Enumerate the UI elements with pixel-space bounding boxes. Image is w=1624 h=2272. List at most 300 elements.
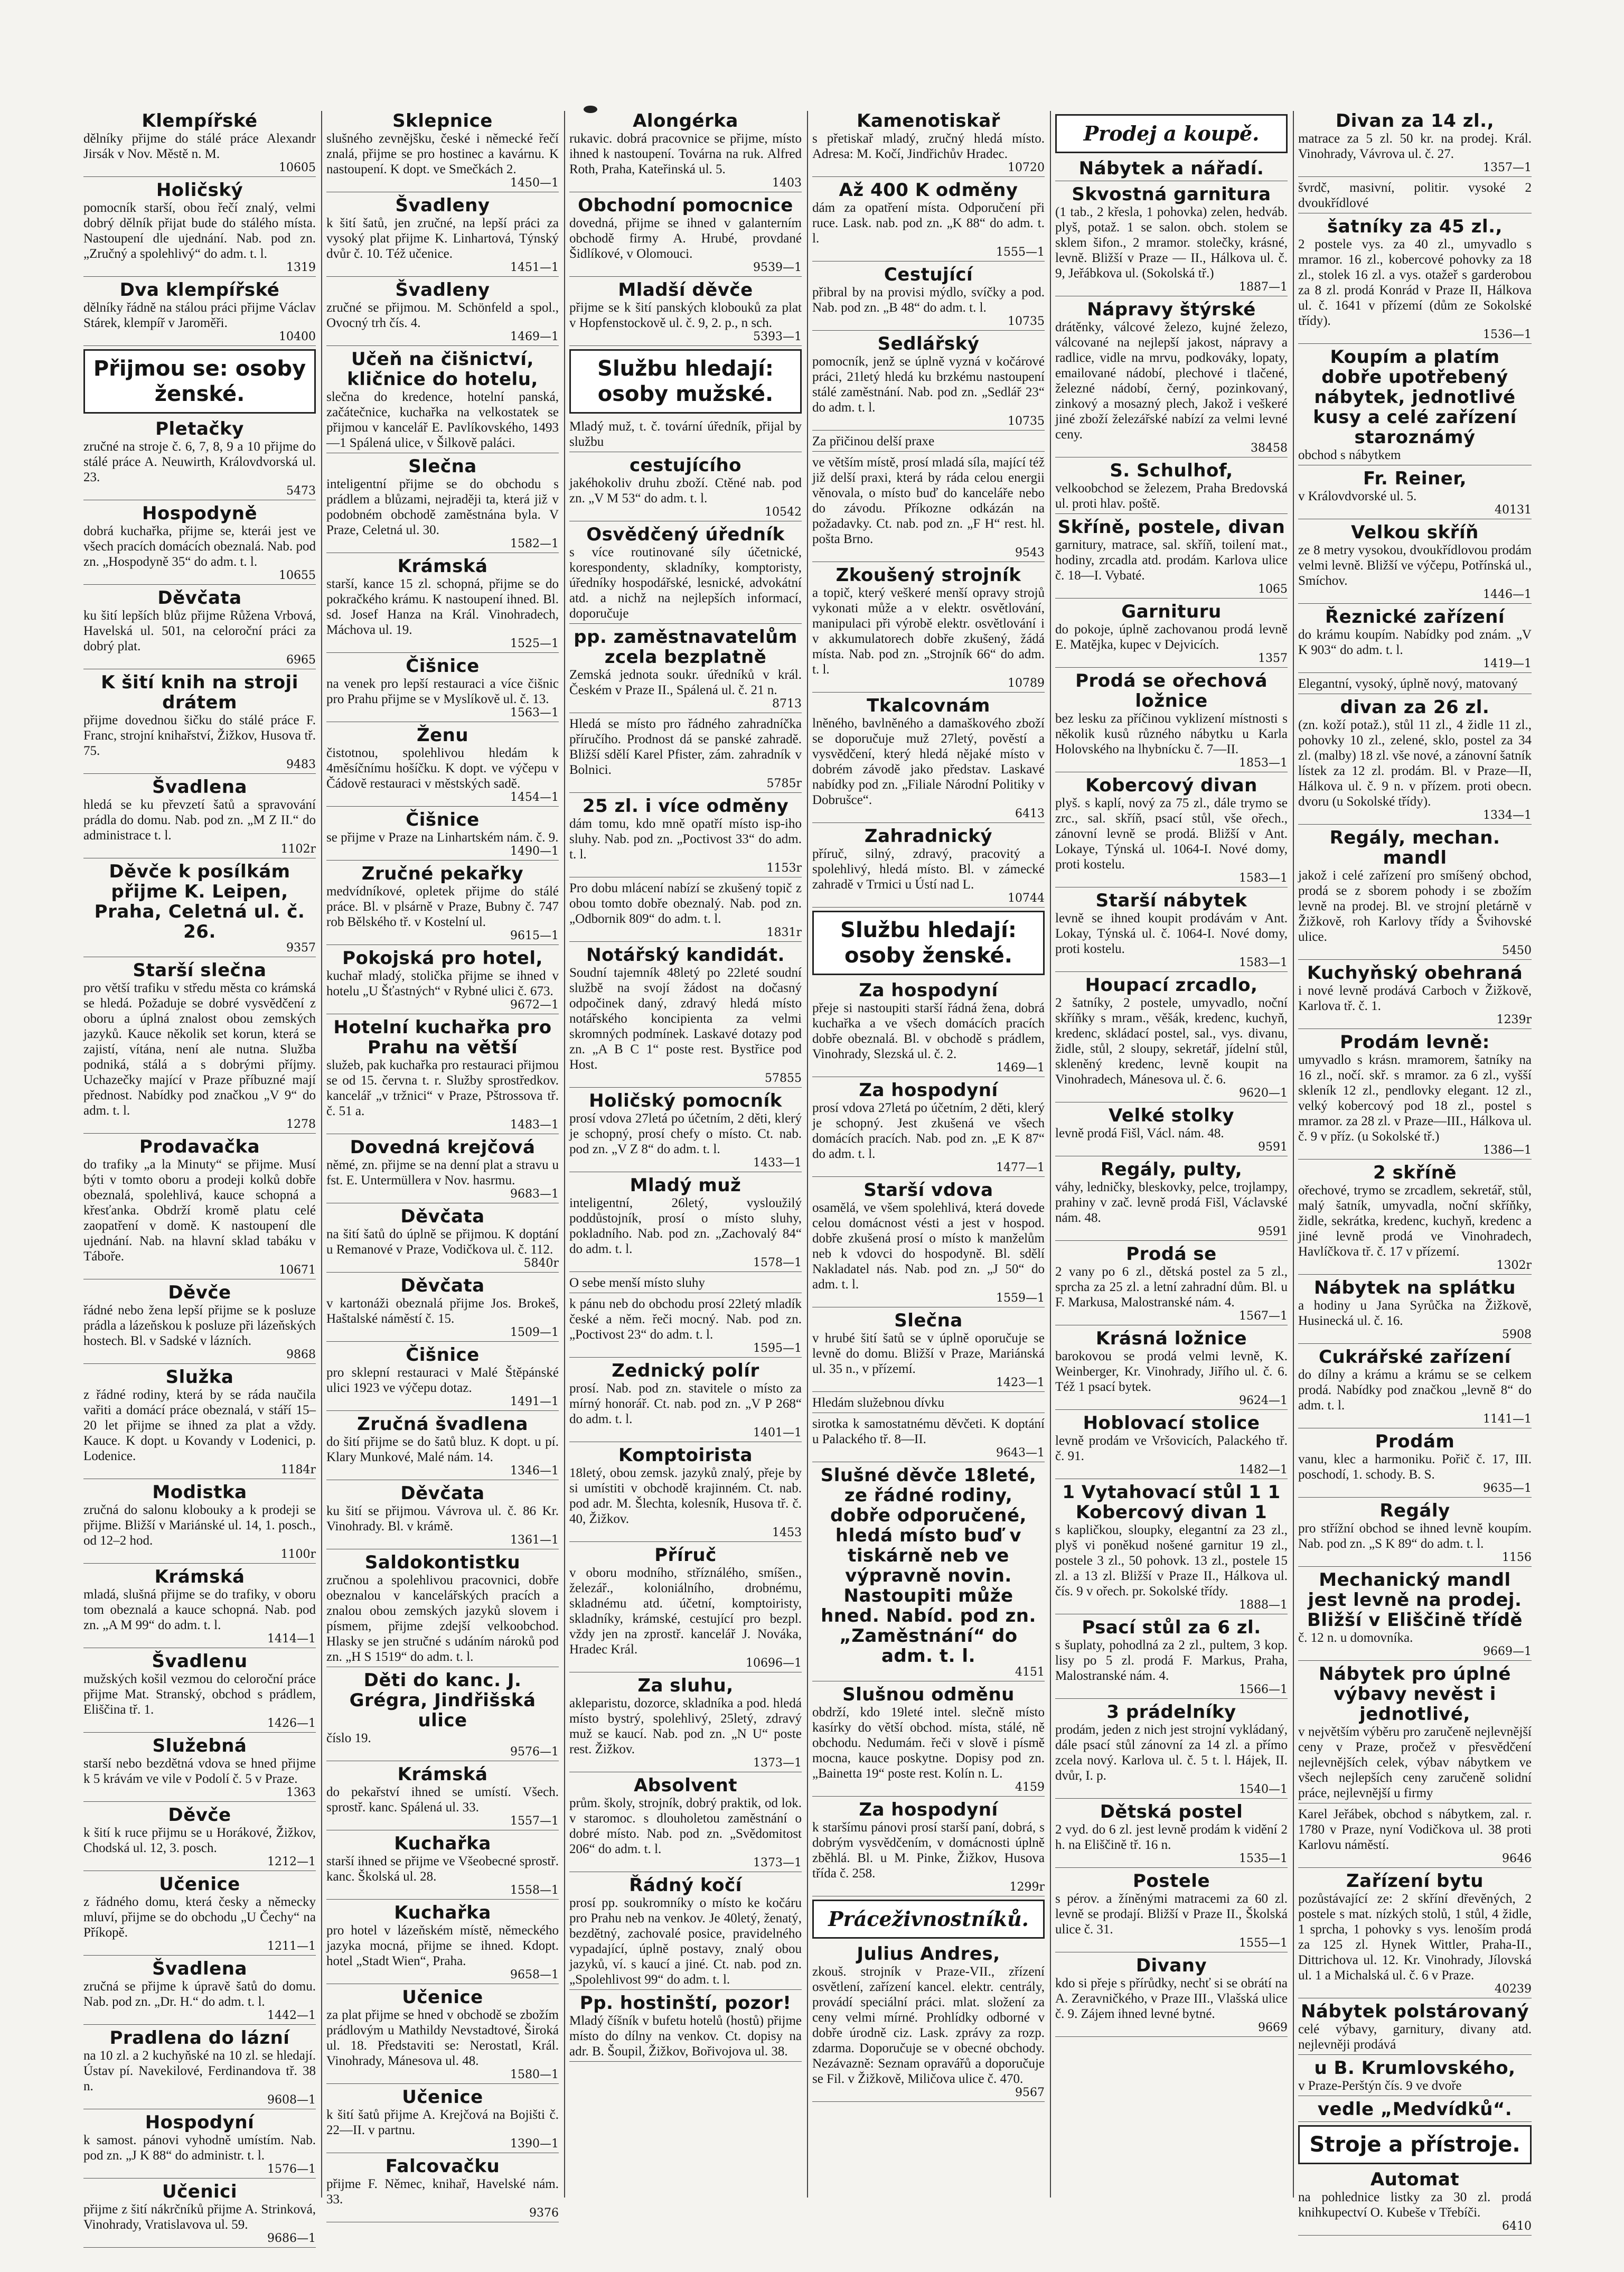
classified-ad [1298,697,1532,825]
ad-title: Starší nábytek [1095,890,1247,911]
ad-text: čistotnou, spolehlivou hledám k 4měsíčnímu hošíčku. K dopt. ve výčepu v Čádově restauraci v městských sadě. [326,746,559,791]
ad-title: 1 Vytahovací stůl 1 1 Kobercový divan 1 [1062,1482,1281,1523]
ad-code: 1831r [766,926,802,939]
ad-title: Mladý muž [630,1175,741,1196]
classified-ad [326,1903,559,1984]
ad-text: k šití šatů přijme A. Krejčová na Bojišti č. 22—II. v partnu. [326,2108,559,2137]
ad-title: Hoblovací stolice [1083,1413,1260,1434]
ad-text: s přetiskař mladý, zručný hledá místo. Adresa: M. Kočí, Jindřichův Hradec. [812,132,1045,161]
classified-ad [326,456,559,553]
ad-title: Slušné děvče 18leté, ze řádné rodiny, dobře odporučené, hledá místo buď v tiskárně neb ve výpravně novin. Nastoupiti může hned. Nabíd. pod zn. „Zaměstnání“ do adm. t. l. [820,1465,1037,1667]
ad-code: 10789 [1008,677,1045,690]
ad-code: 1558—1 [510,1884,559,1897]
ad-title: Hospodyně [142,503,257,524]
ad-text: prosí vdova 27letá po účetním, 2 děti, klerý je schopný. Jest zkušená ve všech domácích pracích. Nab. pod zn. „E K 87“ do adm. t. l. [812,1101,1045,1161]
ad-code: 9669 [1258,2021,1288,2034]
ad-text: Hledá se místo pro řádného zahradníčka příručího. Prodnost dá se panské zahradě. Bližší sdělí Karel Pfister, zám. zahradník v Bolnici. [569,717,802,777]
classified-ad [569,419,802,452]
classified-ad [326,349,559,453]
ad-code: 6965 [286,653,316,667]
ad-code: 9615—1 [510,929,559,942]
ad-code: 1576—1 [267,2163,316,2176]
ad-code: 1426—1 [267,1717,316,1730]
classified-ad [83,419,316,500]
classified-ad [1055,1956,1288,2037]
classified-ad [83,111,316,177]
ad-code: 40239 [1495,1983,1532,1996]
ad-code: 38458 [1251,442,1288,455]
ad-title: Mechanický mandl jest levně na prodej. Bližší v Eliščině třídě [1307,1569,1523,1631]
classified-ad [326,2087,559,2153]
ad-text: pro větší trafiku v středu města co krámská se hledá. Požaduje se dobré vysvědčení z oboru a úplná znalost obou zemských jazyků. Kauce několik set korun, která se zajistí, vítána, není ale nutna. Služba podniká, stálá a s dobrými příjmy. Uchazečky mající v Praze příbuzné mají přednost. Nabídky pod značkou „V 9“ do adm. t. l. [83,981,316,1118]
ad-code: 9591 [1258,1140,1288,1154]
ad-code: 9591 [1258,1225,1288,1238]
ad-title: Komptoirista [618,1445,753,1466]
ad-title: Regály, pulty, [1100,1159,1243,1180]
classified-ad [812,1180,1045,1307]
ad-title: Obchodní pomocnice [578,195,793,216]
ad-title: Sedlářský [877,333,980,354]
ad-text: zručné na stroje č. 6, 7, 8, 9 a 10 přijme do stálé práce A. Neuwirth, Královdvorská ul. 23. [83,440,316,484]
ad-text: jakož i celé zařízení pro smíšený obchod, prodá se z sborem pohody i se zbožím levně na prodej. Bl. ve strojní pletárně v Žižkově, roh Karlovy třídy a Švihovské ulice. [1298,868,1532,944]
classified-ad [83,180,316,277]
classified-ad [326,1414,559,1480]
classified-ad [326,111,559,192]
classified-ad [326,1276,559,1342]
classified-ad [1055,1802,1288,1868]
ad-text: starší, kance 15 zl. schopná, přijme se do pokračkého krámu. K nastoupení ihned. Bl. sd. Josef Hanza na Král. Vinohradech, Máchova ul. 19. [326,577,559,637]
ad-text: dělníky přijme do stálé práce Alexandr Jirsák v Nov. Městě n. M. [83,132,316,161]
ad-text: starší ihned se přijme ve Všeobecné sprostř. kanc. Školská ul. 28. [326,1854,559,1884]
classified-ad [1055,775,1288,887]
ad-code: 1483—1 [510,1118,559,1132]
ad-title: Pokojská pro hotel, [342,948,543,969]
classified-ad [326,1670,559,1761]
classified-ad [326,1764,559,1830]
ad-title: Čišnice [406,656,480,677]
ad-title: Pp. hostinští, pozor! [579,1993,792,2014]
classified-ad [1298,607,1532,673]
ad-title: Starší vdova [863,1180,993,1201]
ad-code: 10655 [279,569,316,582]
classified-ad [326,725,559,807]
ad-code: 9672—1 [510,998,559,1012]
ad-code: 1540—1 [1239,1783,1288,1796]
ad-code: 10400 [279,330,316,343]
ad-code: 1390—1 [510,2137,559,2151]
ad-code: 1490—1 [510,845,559,858]
ad-text: zručná se přijme k úpravě šatů do domu. Nab. pod zn. „Dr. H.“ do adm. t. l. [83,1979,316,2009]
ad-title: Dovedná krejčová [350,1137,536,1158]
ad-text: obdrží, kdo 19leté intel. slečně místo kasírky do větší obchod. místa, stálé, ně obchodu. Nedumám. řeči v slově i písmě mocna, kauce poskytne. Dopisy pod zn. „Bainetta 19“ poste rest. Kolín n. L. [812,1705,1045,1781]
ad-title: Příruč [654,1545,717,1566]
ad-code: 9539—1 [753,261,802,274]
ad-text: pro sklepní restauraci v Malé Štěpánské ulici 1923 ve výčepu dotaz. [326,1366,559,1395]
ad-title: Děvčata [400,1483,485,1504]
ad-title: Nábytek a nářadí. [1078,158,1264,179]
ad-text: levně prodá Fišl, Václ. nám. 48. [1055,1126,1224,1140]
ad-title: Dva klempířské [119,279,280,301]
classified-ad [83,862,316,957]
ad-title: Zručné pekařky [361,863,524,884]
ad-code: 1555—1 [996,246,1045,259]
classified-ad [569,1775,802,1872]
classified-ad [83,1567,316,1648]
classified-ad [326,1834,559,1900]
ad-title: Děvčata [400,1206,485,1227]
ad-title: Švadleny [395,279,490,301]
ad-text: drátěnky, válcové železo, kujné železo, válcované na nejlepší jakost, nápravy a radlice, vidle na mrvu, podkováky, lopaty, emailované nádobí, plechové i tlačené, železné nádobí, černý, pozinkovaný, zinkový a mosazný plech, Jakož i veškeré jiné zboží železářské nabízí za velmi levné ceny. [1055,320,1288,442]
ad-text: č. 12 n. u domovníka. [1298,1631,1413,1645]
ad-text: švrdč, masivní, politir. vysoké 2 dvoukřídlové [1298,181,1532,210]
ad-text: zručnou a spolehlivou pracovnici, dobře obeznalou v kancelářských pracích a znalou obou zemských jazyků slovem i písmem, přijme zdejší velkoobchod. Hlasky se jen stručné s udáním nároků pod zn. „H S 1519“ do adm. t. l. [326,1573,559,1664]
ad-code: 10744 [1008,892,1045,905]
section-header-box: Službu hledají: osoby mužské. [569,349,802,414]
ad-text: akleparistu, dozorce, skladníka a pod. hledá místo bystrý, spolehlivý, 25letý, zdravý muž se kaucí. Nab. pod zn. „N U“ poste rest. Žižkov. [569,1696,802,1756]
ad-title: Zručná švadlena [357,1414,528,1435]
ad-code: 9483 [286,758,316,771]
ad-text: prům. školy, strojník, dobrý praktik, od lok. v staromoc. s dlouholetou zaměstnání o dobré místo. Nab. pod zn. „Svědomitost 206“ do adm. t. l. [569,1796,802,1856]
ad-title: divan za 26 zl. [1340,697,1490,718]
ad-title: Děvče k posílkám přijme K. Leipen, Praha, Celetná ul. č. 26. [94,861,305,942]
ad-text: do pekařství ihned se umístí. Všech. sprostř. kanc. Spálená ul. 33. [326,1785,559,1815]
ad-code: 1401—1 [753,1426,802,1439]
classified-ad [1298,1807,1532,1868]
ad-code: 1153r [766,862,802,875]
classified-column-5 [1051,111,1294,2198]
classified-ad [1055,891,1288,972]
ad-title: Hotelní kuchařka pro Prahu na větší [333,1017,552,1058]
ad-code: 1563—1 [510,706,559,719]
ad-text: se přijme v Praze na Linhartském nám. č. 9. [326,830,559,845]
classified-ad [569,881,802,942]
classified-ad [569,1875,802,1990]
ad-title: S. Schulhof, [1110,460,1233,481]
ad-text: Karel Jeřábek, obchod s nábytkem, zal. r. 1780 v Praze, nyní Vodičkova ul. 38 proti Karlovu náměstí. [1298,1807,1532,1852]
ad-title: Holičský pomocník [589,1090,782,1111]
ad-title: Děvčata [400,1275,485,1296]
ad-code: 9567 [1015,2086,1045,2099]
ad-text: Zemská jednota soukr. úředníků v král. Českém v Praze II., Spálená ul. č. 21 n. [569,668,802,697]
ad-code: 9635—1 [1483,1482,1532,1495]
ad-title: Kuchařka [394,1902,491,1923]
ad-text: pozůstávající ze: 2 skříní dřevěných, 2 postele s mat. nízkých stolů, 1 stůl, 4 židle, 1 sprcha, 1 pohovky s vys. lenoším prodá za 125 zl. Hynek Wittler, Praha-II., Dittrichova ul. 12. Kr. Vinohrady, Jílovská ul. 1 a Michalská ul. č. 6 v Praze. [1298,1892,1532,1983]
ad-text: Za přičinou delší praxe [812,434,935,448]
ad-title: 3 prádelníky [1106,1701,1236,1723]
ad-title: Osvědčený úředník [586,524,785,545]
ad-code: 1361—1 [510,1534,559,1547]
classified-ad [1298,1347,1532,1428]
ad-title: Automat [1370,2169,1460,2190]
ad-title: Až 400 K odměny [839,180,1018,201]
ad-text: 2 vyd. do 6 zl. jest levně prodám k vidění 2 h. na Eliščině tř. 16 n. [1055,1822,1288,1852]
ad-code: 1482—1 [1239,1463,1288,1476]
ad-code: 1583—1 [1239,956,1288,969]
classified-ad [812,1685,1045,1797]
ad-text: do krámu koupím. Nabídky pod znám. „V K 903“ do adm. t. l. [1298,628,1532,657]
classified-ad [1055,1106,1288,1156]
ad-code: 1559—1 [996,1292,1045,1305]
classified-ad [812,265,1045,331]
classified-ad [326,1987,559,2084]
ad-text: mladá, slušná přijme se do trafiky, v oboru tom obeznalá a kauce schopná. Nab. pod zn. „A M 99“ do adm. t. l. [83,1587,316,1632]
classified-ad [569,1296,802,1358]
ad-code: 1319 [286,261,316,274]
ad-title: Modistka [152,1482,247,1503]
ad-title: u B. Krumlovského, [1314,2058,1516,2079]
ad-title: Za hospodyní [859,1080,998,1101]
ad-title: Notářský kandidát. [586,945,785,966]
ad-text: slečna do kredence, hotelní panská, začátečnice, kuchařka na velkostatek se přijmou v kancelář E. Pavlíkovského, 1493—1 Spálená ulice, v Šilkově paláci. [326,390,559,450]
ad-text: přibral by na provisi mýdlo, svíčky a pod. Nab. pod zn. „B 48“ do adm. t. l. [812,285,1045,315]
ad-code: 1557—1 [510,1815,559,1828]
ad-code: 1887—1 [1239,281,1288,294]
ad-title: Slečna [408,456,477,477]
ad-title: Mladší děvče [618,279,753,301]
ad-text: inteligentní, 26letý, vysloužilý poddůstojník, prosí o místo sluhy, pokladního. Nab. pod zn. „Zachovalý 84“ do adm. t. l. [569,1196,802,1256]
ad-text: k šití šatů, jen zručné, na lepší práci za vysoký plat přijme K. Linhartová, Týnský dvůr č. 10. Též učenice. [326,216,559,261]
ad-code: 9669—1 [1483,1645,1532,1658]
ad-title: Kobercový divan [1085,775,1257,796]
ad-text: zkouš. strojník v Praze-VII., zřízení osvětlení, zařízení kancel. elektr. centrály, provádí speciální práci. mlat. složení za ceny velmi mírné. Prohlídky odborné v dobře úrodně ciz. Lask. zprávy za rozp. zdarma. Doporučuje se v obecné obchody. Nezávazně: Seznam opravářů a doporučuje se Fil. v Žižkově, Miličova ulice č. 470. [812,1965,1045,2086]
ad-text: číslo 19. [326,1731,371,1745]
ad-code: 9576—1 [510,1745,559,1759]
ad-title: Dětská postel [1100,1801,1243,1822]
classified-ad [326,1553,559,1667]
ad-text: pomocník, jenž se úplně vyzná v kočárové práci, 21letý hledá ku brzkému nastoupení stálé zaměstnání. Nab. pod zn. „Sedlář 23“ do adm. t. l. [812,354,1045,415]
ad-text: řádné nebo žena lepší přijme se k posluze prádla a lázeňskou k posluze při lázeňských hostech. Bl. v Sadské v lázních. [83,1303,316,1348]
classified-column-1 [79,110,322,2245]
ad-title: Prodavačka [139,1136,260,1157]
ad-text: z řádného domu, která česky a německy mluví, přijme se do obchodu „U Čechy“ na Příkopě. [83,1895,316,1940]
ad-title: Nápravy štýrské [1087,299,1256,320]
classified-ad [569,716,802,793]
ad-title: Krámská [397,556,488,577]
classified-ad [812,334,1045,431]
ad-text: levně prodám ve Vršovicích, Palackého tř. č. 91. [1055,1434,1288,1463]
newspaper-page [79,110,1537,2245]
ad-text: 2 postele vys. za 40 zl., umyvadlo s mramor. 16 zl., kobercové pohovky za 18 zl., stolek 16 zl. a vys. otažeř s garderobou za 8 zl. prodá Konrád v Praze II, Hálkova ul. č. 1641 v přízemí (dům ze Sokolské třídy). [1298,237,1532,328]
ad-code: 1453 [772,1526,802,1539]
ad-code: 1853—1 [1239,756,1288,770]
ad-title: Učenici [162,2181,237,2202]
ad-title: Cestující [884,264,973,285]
ad-title: Učenice [402,2087,483,2108]
ad-code: 6410 [1502,2220,1532,2233]
ad-code: 1509—1 [510,1326,559,1339]
ad-code: 40131 [1495,503,1532,517]
ad-code: 9624—1 [1239,1394,1288,1407]
ad-title: Nábytek pro úplné výbavy nevěst i jednotlivé, [1319,1663,1511,1725]
ad-text: služeb, pak kuchařka pro restauraci přijmou se od 15. června t. r. Služby sprostředkov. kancelář „v tržnici“ v Praze, Pštrossova tř. č. 51 a. [326,1058,559,1118]
ad-text: jakéhokoliv druhu zboží. Ctěné nab. pod zn. „V M 53“ do adm. t. l. [569,476,802,506]
ad-text: němé, zn. přijme se na denní plat a stravu u fst. E. Untermüllera v Nov. hasrmu. [326,1158,559,1188]
ad-title: Švadleny [395,195,490,216]
ad-title: Prodá se [1126,1243,1217,1265]
ad-text: zručné se přijmou. M. Schönfeld a spol., Ovocný trh čís. 4. [326,301,559,330]
ad-text: Mladý muž, t. č. tovární úředník, přijal by službu [569,419,802,449]
ad-text: umyvadlo s krásn. mramorem, šatníky na 16 zl., nočí. skř. s mramor. za 6 zl., vyšší skleník 12 zl., pendlovky elegant. 12 zl., velký kobercový pod 18 zl., postel s mramor. za 28 zl. v Praze—III., Hálkova ul. č. 9 v příz. (u Sokolské tř.) [1298,1053,1532,1144]
ad-code: 4159 [1015,1781,1045,1794]
classified-ad [83,1959,316,2025]
ad-text: kdo si přeje s přírůdky, nechť si se obrátí na A. Zeravničkého, v Praze III., Vlašská ulice č. 9. Zájem ihned levné bytné. [1055,1976,1288,2021]
ad-title: Čišnice [406,1344,480,1366]
ad-text: přijme F. Němec, knihař, Havelské nám. 33. [326,2177,559,2206]
classified-ad [569,1445,802,1542]
ad-text: v Královdvorské ul. 5. [1298,489,1417,503]
ad-title: Služka [165,1367,234,1388]
ad-code: 9686—1 [267,2232,316,2245]
ad-text: s více routinované síly účetnické, korespondenty, skladníky, komptoristy, úředníky hospodářské, lesnické, advokátní atd. a nichž na nejlepších informací, doporučuje [569,545,802,621]
ad-code: 1555—1 [1239,1937,1288,1950]
ad-title: Alongérka [633,110,738,132]
ad-code: 1386—1 [1483,1144,1532,1157]
classified-ad [1298,2058,1532,2096]
ad-code: 5785r [766,777,802,790]
ad-text: i nové levně prodává Carboch v Žižkově, Karlova tř. č. 1. [1298,984,1532,1013]
ad-code: 1212—1 [267,1855,316,1868]
ad-code: 1156 [1502,1551,1532,1564]
classified-ad [83,960,316,1134]
ad-title: Regály, mechan. mandl [1329,827,1500,868]
ad-text: ořechové, trymo se zrcadlem, sekretář, stůl, malý šatník, umyvadla, noční skříňky, židle, sekrátka, kredenc, kuchyň, kredenc a jiné levně prodá ve Vinohradech, Havlíčkova tř. č. 17 v přízemí. [1298,1183,1532,1259]
ad-text: inteligentní přijme se do obchodu s prádlem a blůzami, nejraději ta, která již v podobném obchodě zaměstnána byla. V Praze, Celetná ul. 30. [326,477,559,537]
ad-code: 1102r [280,843,316,856]
classified-ad [1298,1871,1532,1998]
classified-ad [569,111,802,192]
ad-text: garnitury, matrace, sal. skříň, toilení mat., hodiny, zrcadla atd. prodám. Karlova ulice č. 18—I. Vybaté. [1055,538,1288,583]
classified-ad [812,1465,1045,1681]
classified-ad [569,1175,802,1272]
ad-text: sirotka k samostatnému děvčeti. K doptání u Palackého tř. 8—II. [812,1417,1045,1446]
ad-title: cestujícího [629,455,742,476]
ad-code: 9543 [1015,546,1045,559]
classified-ad [326,948,559,1014]
ad-text: v kartonáži obeznalá přijme Jos. Brokeš, Haštalské náměstí č. 15. [326,1296,559,1326]
ad-text: k šití k ruce přijmu se u Horákové, Žižkov, Chodská ul. 12, 3. posch. [83,1826,316,1855]
ad-title: šatníky za 45 zl., [1327,216,1503,237]
ad-text: levně se ihned koupit prodávám v Ant. Lokay, Týnská ul. č. 1064-I. Nové domy, proti kostelu. [1055,911,1288,956]
ad-code: 9643—1 [996,1446,1045,1460]
ad-title: Velkou skříň [1351,522,1479,543]
ad-code: 1302r [1496,1259,1532,1272]
classified-ad [83,1137,316,1279]
classified-ad [83,503,316,585]
ad-code: 1299r [1009,1881,1045,1894]
ad-code: 1363 [286,1786,316,1799]
ad-code: 1536—1 [1483,328,1532,341]
ad-text: v oboru modního, stříználého, smíšen., železář., koloniálního, drobnému, skladnému atd. účetní, komptoiristy, skladníky, krámské, cestující pro bezpl. vždy jen na zprostř. kancelář J. Nováka, Hradec Král. [569,1566,802,1657]
classified-ad [326,2156,559,2222]
ad-code: 10720 [1008,161,1045,174]
section-header-box: Přijmou se: osoby ženské. [83,349,316,414]
ad-title: Starší slečna [133,960,267,981]
classified-ad [326,280,559,346]
ad-title: Pletačky [155,418,244,440]
classified-ad [326,810,559,861]
classified-ad [1055,1702,1288,1799]
ad-text: do trafiky „a la Minuty“ se přijme. Musí býti v tomto oboru a prodeji kolků dobře obeznalá, spolehlivá, kauce schopná a křesťanka. Obdrží kromě platu celé zaopatření v domě. K nastoupení dle ujednání. Nab. na hlavní sklad tabáku v Táboře. [83,1157,316,1264]
classified-ad [83,1482,316,1564]
classified-ad [83,1736,316,1802]
ad-text: pro hotel v lázeňském místě, německého jazyka mocná, přijme se ihned. Kdopt. hotel „Stadt Wien“, Praha. [326,1923,559,1968]
classified-ad [569,280,802,346]
ad-title: Tkalcovnám [867,695,990,716]
ad-text: hledá se ku převzetí šatů a spravování prádla do domu. Nab. pod zn. „M Z II.“ do administrace t. l. [83,798,316,843]
ad-title: Kuchařka [394,1833,491,1854]
classified-ad [812,455,1045,562]
ad-code: 9357 [286,941,316,955]
ad-title: K šití knih na stroji drátem [101,672,298,713]
ad-code: 9608—1 [267,2093,316,2107]
ad-title: Zednický polír [612,1360,759,1381]
ad-title: Za sluhu, [637,1675,734,1696]
ad-text: dělníky řádně na stálou práci přijme Václav Stárek, klempíř v Jaroměři. [83,301,316,330]
classified-column-2 [322,110,565,2220]
ad-code: 4151 [1015,1666,1045,1679]
classified-ad [1298,180,1532,213]
ad-code: 1373—1 [753,1756,802,1770]
ad-code: 1346—1 [510,1464,559,1478]
classified-ad [1055,517,1288,599]
ad-code: 1423—1 [996,1376,1045,1389]
classified-ad [1298,2170,1532,2236]
ad-title: Regály [1379,1500,1450,1521]
column-container [79,110,1537,2245]
ad-code: 1595—1 [753,1342,802,1355]
ad-title: Slušnou odměnu [842,1684,1015,1705]
ad-title: Děvče [168,1282,231,1303]
ad-title: Učenice [402,1987,483,2008]
ad-text: dobrá kuchařka, přijme se, kterái jest ve všech pracích domácích obeznalá. Nab. pod zn. „Hospodyně 35“ do adm. t. l. [83,524,316,569]
ad-code: 1454—1 [510,791,559,804]
classified-ad [1298,1664,1532,1803]
ad-text: ku šití lepších blůz přijme Růžena Vrbová, Havelská ul. 501, na celoroční práci za dobrý plat. [83,609,316,653]
ad-text: vanu, klec a harmoniku. Pořič č. 17, III. poschodí, 1. schody. B. S. [1298,1452,1532,1482]
ad-text: celé výbavy, garnitury, divany atd. nejlevněji prodává [1298,2022,1532,2052]
classified-ad [812,1395,1045,1413]
ad-title: Ženu [416,725,469,746]
ad-code: 1357 [1258,652,1288,665]
ad-text: s šuplaty, pohodlná za 2 zl., pultem, 3 kop. lisy po 5 zl. prodá F. Markus, Praha, Malostranské nám. 4. [1055,1638,1288,1683]
classified-ad [1298,111,1532,177]
classified-ad [1298,1278,1532,1344]
classified-ad [812,180,1045,261]
ad-title: Učenice [159,1874,240,1895]
ad-text: do dílny a krámu a krámu se se celkem prodá. Nabídky pod značkou „levně 8“ do adm. t. l. [1298,1368,1532,1413]
ad-code: 1451—1 [510,261,559,274]
classified-ad [812,826,1045,908]
ad-text: pro střížní obchod se ihned levně koupím. Nab. pod zn. „S K 89“ do adm. t. l. [1298,1521,1532,1551]
classified-ad [1298,1163,1532,1275]
classified-ad [569,455,802,521]
ad-title: Řeznické zařízení [1325,606,1505,628]
classified-ad [83,280,316,346]
classified-ad [326,556,559,653]
ad-code: 5393—1 [753,330,802,343]
classified-ad [326,195,559,277]
ad-title: Krámská [154,1566,245,1587]
classified-ad [569,945,802,1088]
ad-code: 1578—1 [753,1256,802,1269]
ad-code: 1566—1 [1239,1683,1288,1696]
ad-text: příruč, silný, zdravý, pracovitý a spolehlivý, hledá místo. Bl. v zámecké zahradě v Trmici u Ústí nad L. [812,847,1045,892]
ad-text: mužských košil vezmou do celoroční práce přijme Mat. Stranský, obchod s prádlem, Eliščina tř. 1. [83,1672,316,1717]
ad-title: Čišnice [406,809,480,830]
ad-title: Kuchyňský obehraná [1307,962,1523,984]
classified-ad [569,1361,802,1442]
ad-title: Krámská [397,1764,488,1785]
